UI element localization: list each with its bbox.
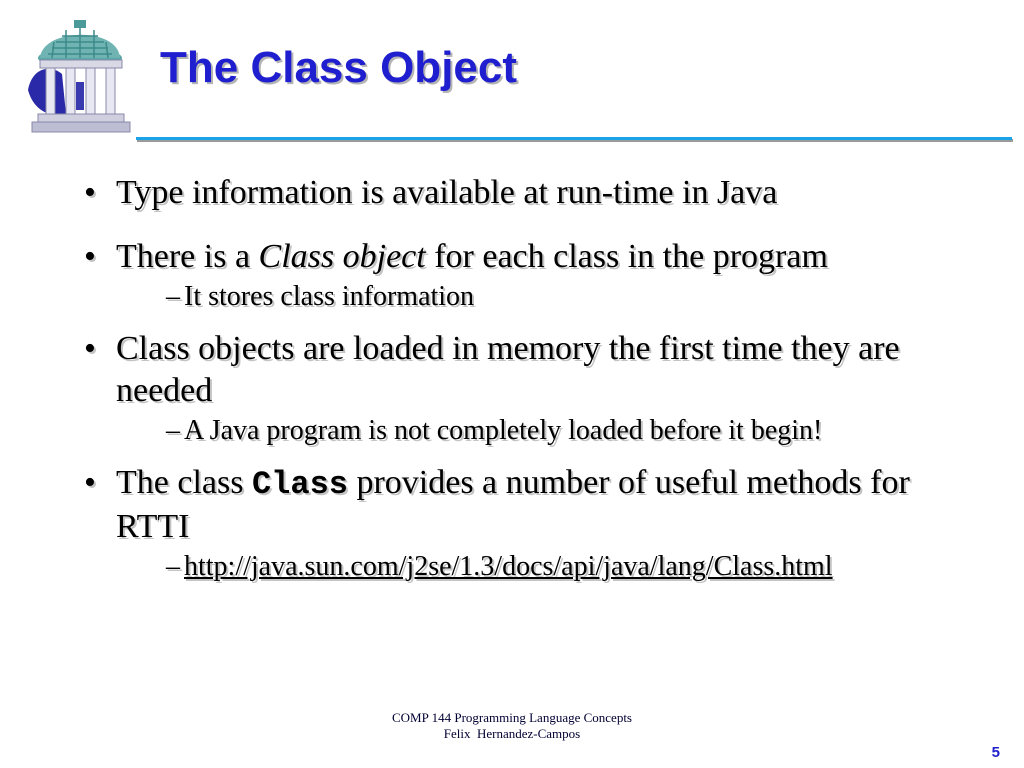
slide-body xyxy=(82,172,982,606)
bullet-item-1 xyxy=(82,172,982,214)
bullet-text-post: for each class in the program xyxy=(425,238,828,275)
bullet-text-pre: There is a xyxy=(116,238,259,275)
slide-title: The Class Object xyxy=(160,43,518,92)
page-number: 5 xyxy=(991,744,1000,761)
class-api-link[interactable]: http://java.sun.com/j2se/1.3/docs/api/java/lang/Class.html xyxy=(184,551,833,582)
bullet-marker: • xyxy=(84,238,96,275)
bullet-item-2 xyxy=(82,236,982,314)
sub-bullet-text: It stores class information xyxy=(184,281,475,312)
bullet-item-3 xyxy=(82,328,982,448)
sub-bullet-text: A Java program is not completely loaded before it begin! xyxy=(184,415,823,446)
slide-footer xyxy=(312,710,712,742)
bullet-text: Type information is available at run-time in Java xyxy=(116,174,778,211)
old-well-icon xyxy=(22,18,132,140)
sub-bullet-marker: – xyxy=(166,551,180,582)
bullet-marker: • xyxy=(84,174,96,211)
bullet-marker: • xyxy=(84,464,96,501)
bullet-text-pre: The class xyxy=(116,464,252,501)
footer-course: COMP 144 Programming Language Concepts xyxy=(392,710,632,725)
bullet-text: Class objects are loaded in memory the first time they are needed xyxy=(116,330,900,409)
bullet-text-post: provides a number of useful methods for RTTI xyxy=(116,464,910,545)
code-class-name: Class xyxy=(251,466,348,503)
sub-bullet-marker: – xyxy=(166,281,180,312)
sub-bullet-item xyxy=(166,414,982,448)
title-underline xyxy=(136,137,1012,140)
bullet-text-emphasis: Class object xyxy=(258,238,426,275)
bullet-item-4 xyxy=(82,462,982,584)
bullet-marker: • xyxy=(84,330,96,367)
footer-author: Felix Hernandez-Campos xyxy=(443,726,581,741)
sub-bullet-item xyxy=(166,550,982,584)
sub-bullet-item xyxy=(166,280,982,314)
sub-bullet-marker: – xyxy=(166,415,180,446)
